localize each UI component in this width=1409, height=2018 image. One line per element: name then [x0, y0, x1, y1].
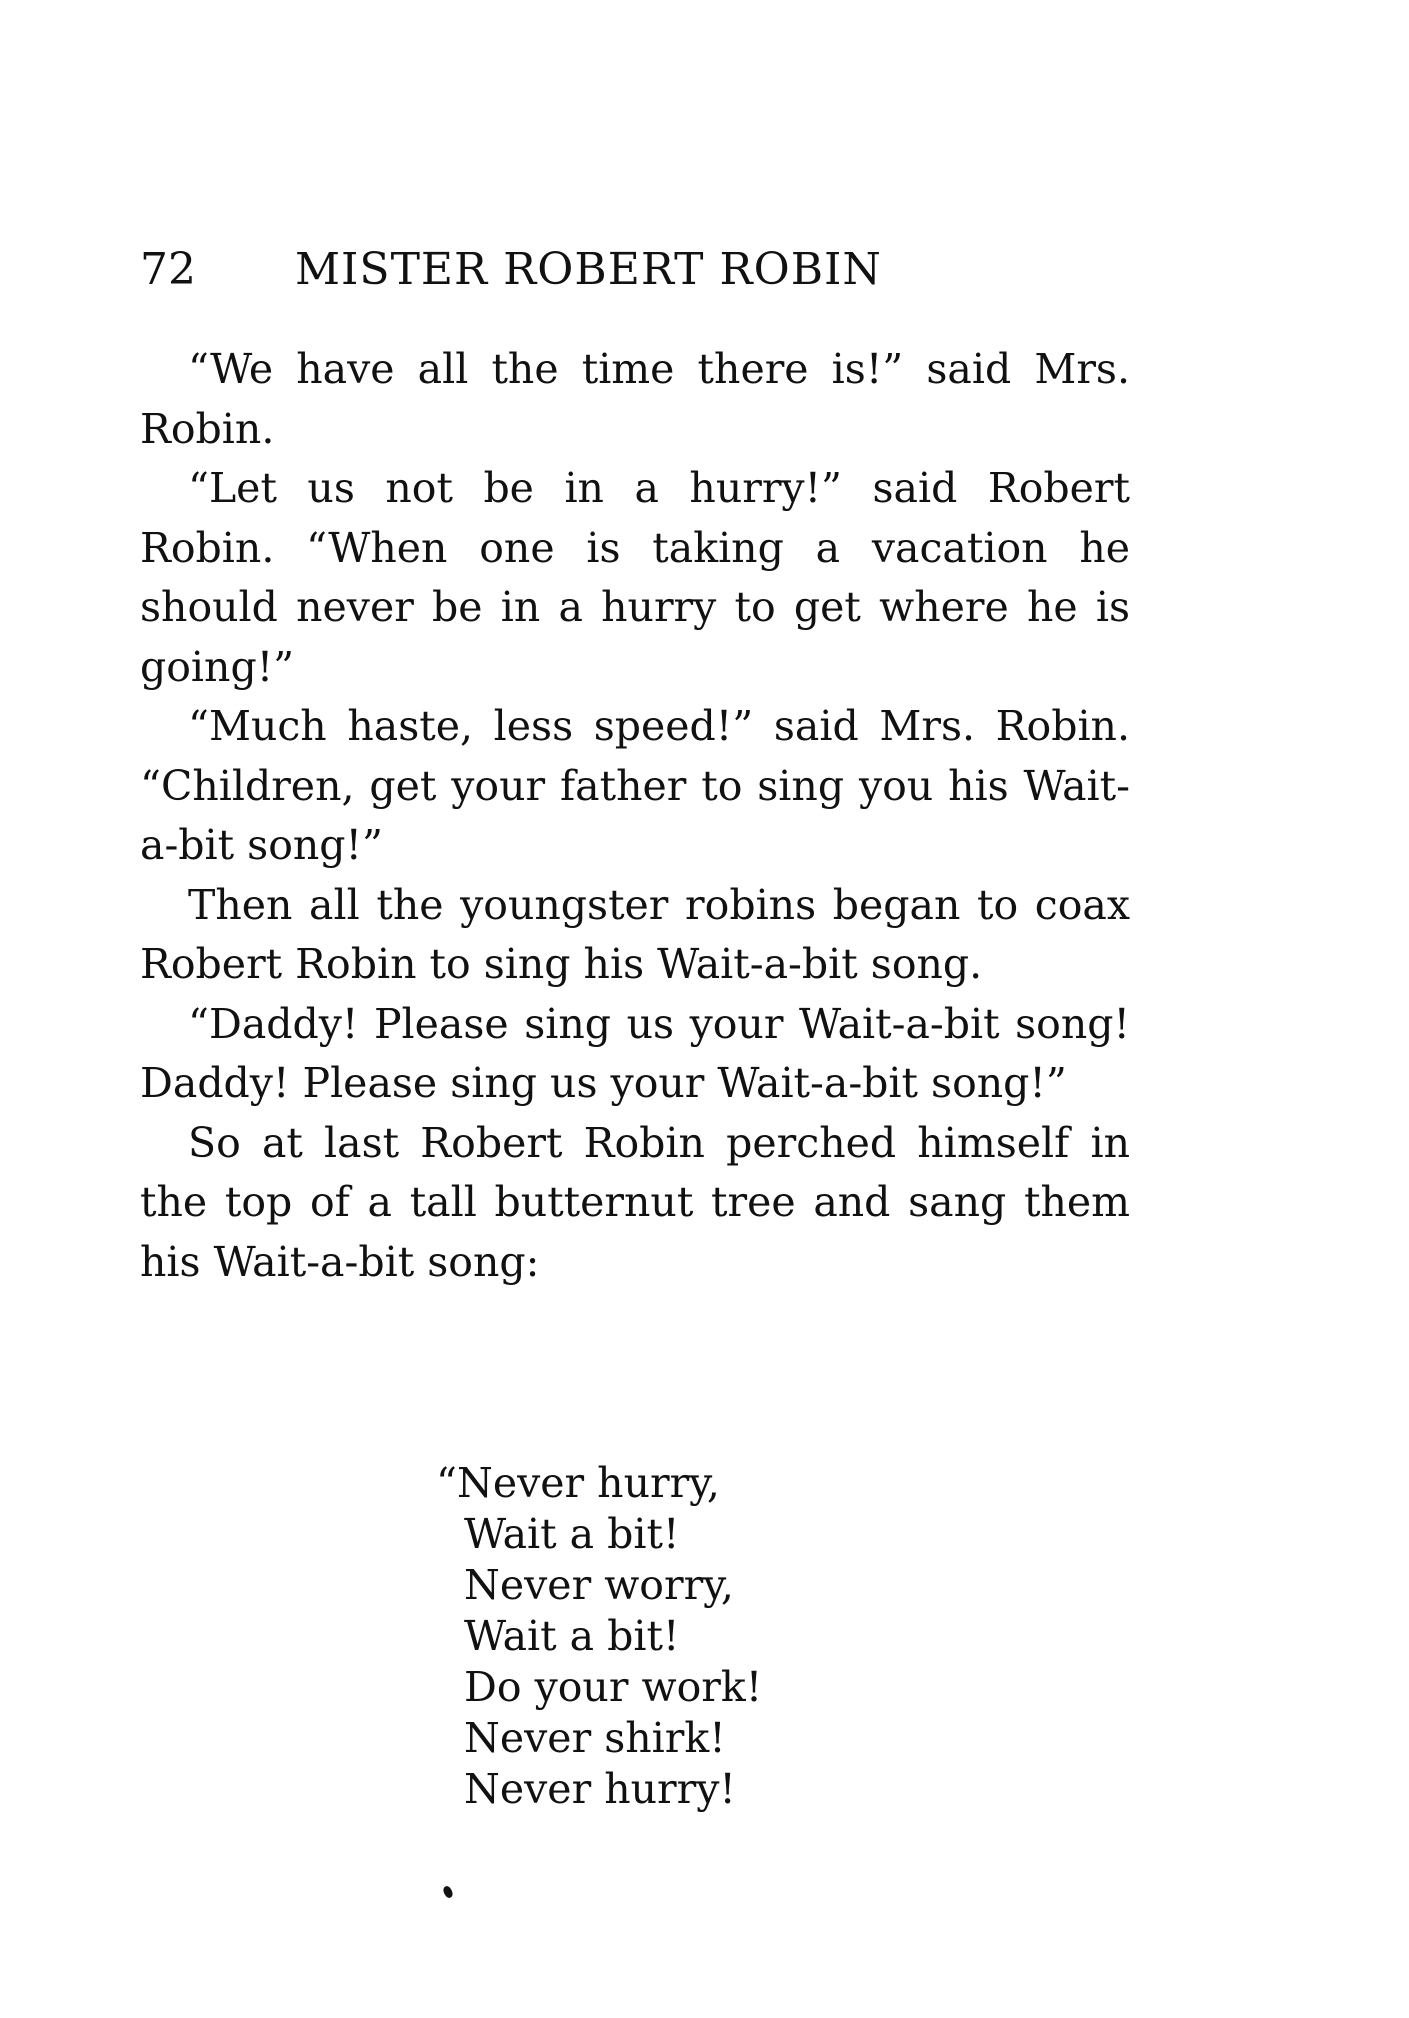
page-number: 72 — [140, 244, 196, 295]
paragraph: “Much haste, less speed!” said Mrs. Robin. “Children, get your father to sing you his Wait-a-bit song!” — [140, 702, 1130, 869]
paragraph: “Daddy! Please sing us your Wait-a-bit song! Daddy! Please sing us your Wait-a-bit song!” — [140, 999, 1130, 1107]
poem-line: Never worry, — [464, 1561, 734, 1609]
paragraph: “We have all the time there is!” said Mrs. Robin. — [140, 345, 1130, 453]
paragraph: So at last Robert Robin perched himself in the top of a tall butternut tree and sang them his Wait-a-bit song: — [140, 1118, 1130, 1286]
poem — [420, 1458, 980, 1815]
poem-line: Never shirk! — [464, 1714, 726, 1762]
running-header — [140, 240, 1140, 300]
poem-line: Never hurry! — [464, 1765, 736, 1813]
paragraph: Then all the youngster robins began to coax Robert Robin to sing his Wait-a-bit song. — [140, 880, 1130, 988]
running-title: MISTER ROBERT ROBIN — [295, 244, 882, 295]
ink-speck — [442, 1885, 455, 1899]
poem-line: Wait a bit! — [464, 1510, 680, 1558]
paragraph: “Let us not be in a hurry!” said Robert Robin. “When one is taking a vacation he should never be in a hurry to get where he is going!” — [140, 464, 1130, 691]
poem-line: “Never hurry, — [436, 1459, 720, 1507]
poem-line: Wait a bit! — [464, 1612, 680, 1660]
body-text — [140, 340, 1130, 1292]
poem-line: Do your work! — [464, 1663, 763, 1711]
